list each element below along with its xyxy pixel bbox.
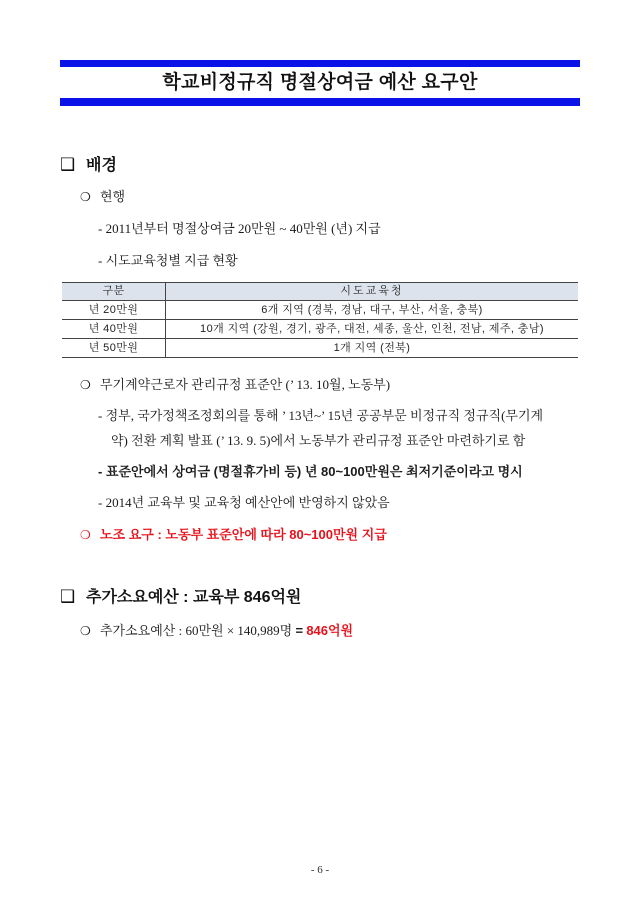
table-cell-amount: 년 20만원	[62, 301, 166, 320]
table-cell-regions: 10개 지역 (강원, 경기, 광주, 대전, 세종, 울산, 인천, 전남, 제주, 충남)	[166, 320, 579, 339]
table-cell-regions: 1개 지역 (전북)	[166, 339, 579, 358]
union-demand-text: 노조 요구 : 노동부 표준안에 따라 80~100만원 지급	[100, 527, 387, 542]
table-header-row	[62, 283, 578, 301]
section-heading-background	[60, 154, 117, 177]
section-heading-label: 추가소요예산 : 교육부 846억원	[86, 589, 302, 606]
square-bullet-icon: ❑	[60, 155, 76, 175]
table-row	[62, 301, 578, 320]
equals-sign: =	[295, 623, 304, 638]
table-header-education-office: 시도교육청	[166, 283, 579, 301]
current-status-detail: - 2011년부터 명절상여금 20만원 ~ 40만원 (년) 지급	[98, 221, 381, 236]
current-status-item	[80, 188, 125, 206]
standard-rule-item	[80, 376, 390, 394]
regional-payment-table	[62, 282, 578, 358]
table-cell-regions: 6개 지역 (경북, 경남, 대구, 부산, 서울, 충북)	[166, 301, 579, 320]
title-bottom-rule	[60, 98, 580, 106]
table-cell-amount: 년 40만원	[62, 320, 166, 339]
current-status-detail: - 시도교육청별 지급 현황	[98, 253, 238, 268]
circle-bullet-icon: ❍	[80, 528, 91, 542]
calculation-result: 846억원	[306, 623, 354, 638]
page-title: 학교비정규직 명절상여금 예산 요구안	[162, 72, 478, 93]
standard-rule-label: 무기계약근로자 관리규정 표준안 (’ 13. 10월, 노동부)	[100, 377, 391, 392]
standard-rule-detail-continuation: 약) 전환 계획 발표 (’ 13. 9. 5)에서 노동부가 관리규정 표준안 마련하기로 함	[111, 433, 526, 448]
section-heading-budget	[60, 586, 301, 609]
standard-rule-detail: - 2014년 교육부 및 교육청 예산안에 반영하지 않았음	[98, 495, 390, 510]
table-row	[62, 320, 578, 339]
page-number: - 6 -	[310, 864, 330, 876]
current-status-label: 현행	[100, 189, 126, 204]
circle-bullet-icon: ❍	[80, 190, 91, 204]
circle-bullet-icon: ❍	[80, 624, 91, 638]
table-header-category: 구분	[62, 283, 166, 301]
table-row	[62, 339, 578, 358]
circle-bullet-icon: ❍	[80, 378, 91, 392]
section-heading-label: 배경	[86, 157, 117, 174]
budget-calculation	[80, 622, 353, 640]
standard-rule-detail: - 정부, 국가정책조정회의를 통해 ’ 13년~’ 15년 공공부문 비정규직 정규직(무기계	[98, 408, 544, 423]
table-cell-amount: 년 50만원	[62, 339, 166, 358]
calculation-formula: 추가소요예산 : 60만원 × 140,989명	[100, 623, 293, 638]
square-bullet-icon: ❑	[60, 587, 76, 607]
title-top-rule	[60, 60, 580, 67]
union-demand-item	[80, 526, 387, 544]
standard-rule-emphasis: - 표준안에서 상여금 (명절휴가비 등) 년 80~100만원은 최저기준이라고 명시	[98, 464, 523, 479]
